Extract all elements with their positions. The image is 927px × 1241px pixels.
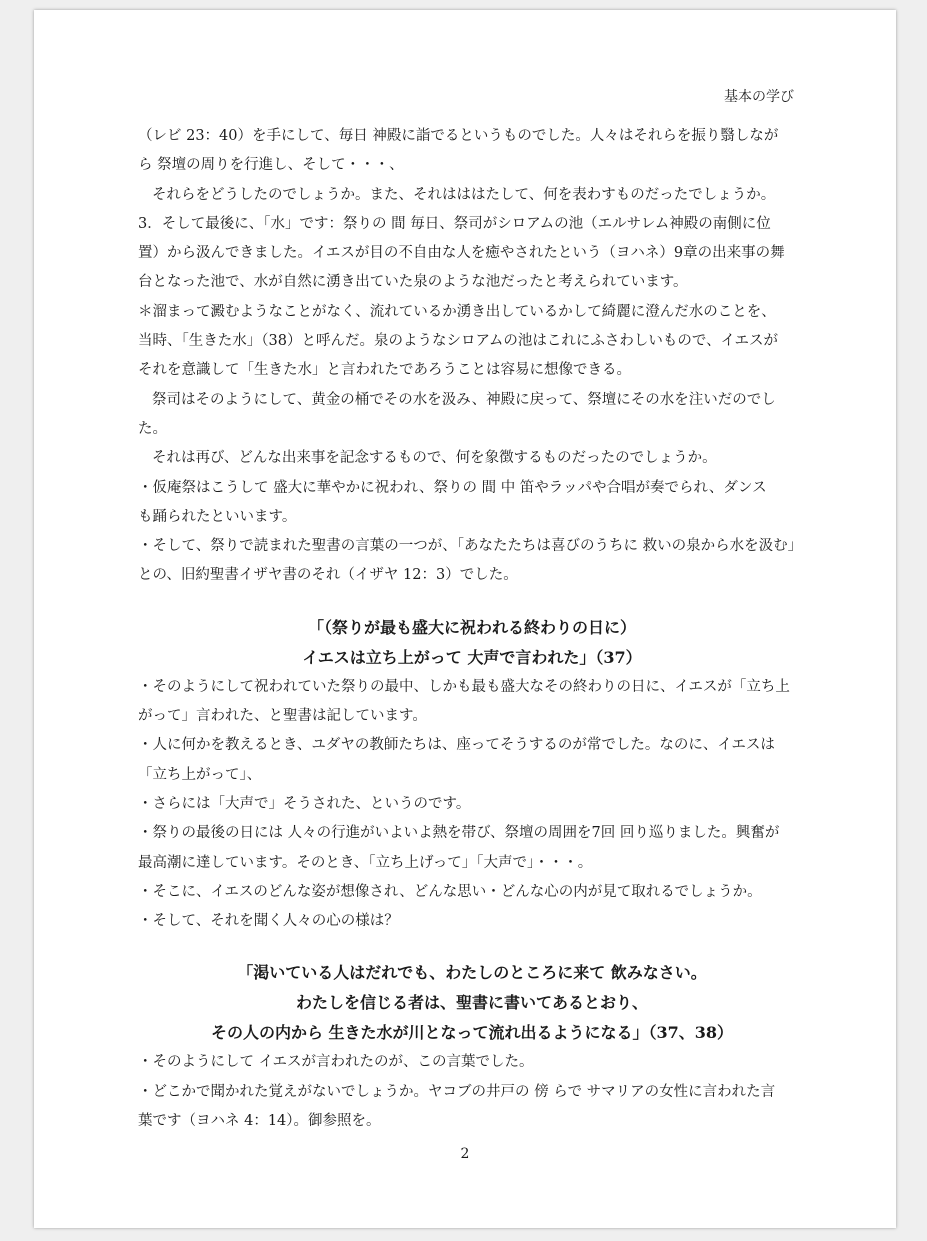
scripture-heading-line: 「渇いている人はだれでも、わたしのところに来て 飲みなさい。 bbox=[237, 963, 707, 983]
text-line: がって」言われた、と聖書は記しています。 bbox=[138, 708, 427, 725]
text-line: ・祭りの最後の日には 人々の行進がいよいよ熱を帯び、祭壇の周囲を7回 回り巡りました。興奮が bbox=[138, 825, 780, 842]
text-line: （レビ 23：40）を手にして、毎日 神殿に詣でるというものでした。人々はそれらを振り翳しなが bbox=[138, 128, 779, 144]
text-line: ・仮庵祭はこうして 盛大に華やかに祝われ、祭りの 間 中 笛やラッパや合唱が奏でられ、ダンス bbox=[138, 479, 767, 496]
text-line: との、旧約聖書イザヤ書のそれ（イザヤ 12：3）でした。 bbox=[138, 567, 518, 584]
text-line: ・どこかで聞かれた覚えがないでしょうか。ヤコブの井戸の 傍 らで サマリアの女性に言われた言 bbox=[138, 1083, 776, 1100]
section-heading-stood-up bbox=[138, 613, 806, 673]
text-line: 置）から汲んできました。イエスが目の不自由な人を癒やされたという（ヨハネ）9章の出来事の舞 bbox=[138, 245, 785, 262]
text-line: 当時、「生きた水」（38）と呼んだ。泉のようなシロアムの池はこれにふさわしいもので、イエスが bbox=[138, 333, 779, 350]
scripture-heading-line: 「（祭りが最も盛大に祝われる終わりの日に） bbox=[307, 617, 636, 637]
section-gap bbox=[138, 591, 806, 613]
page-number: 2 bbox=[460, 1146, 470, 1162]
text-line: 「立ち上がって」、 bbox=[138, 766, 262, 783]
text-line: た。 bbox=[138, 420, 167, 437]
text-line: ・そして、祭りで読まれた聖書の言葉の一つが、「あなたたちは喜びのうちに 救いの泉から水を汲む」 bbox=[138, 538, 803, 555]
text-line: ・そして、それを聞く人々の心の様は？ bbox=[138, 913, 399, 930]
text-line: ・そこに、イエスのどんな姿が想像され、どんな思い・どんな心の内が見て取れるでしょうか。 bbox=[138, 883, 762, 900]
text-line: ・そのようにして祝われていた祭りの最中、しかも最も盛大なその終わりの日に、イエスが「立ち上 bbox=[138, 678, 790, 695]
section-gap bbox=[138, 936, 806, 958]
section-loud-voice bbox=[138, 673, 806, 937]
text-line: 3．そして最後に、「水」です：祭りの 間 毎日、祭司がシロアムの池（エルサレム神殿の南側に位 bbox=[138, 215, 771, 232]
text-line: それを意識して「生きた水」と言われたであろうことは容易に想像できる。 bbox=[138, 362, 631, 379]
section-water-festival bbox=[138, 122, 806, 591]
scripture-heading-line: イエスは立ち上がって 大声で言われた」（37） bbox=[302, 647, 642, 667]
text-line: も踊られたといいます。 bbox=[138, 508, 297, 525]
text-line: 祭司はそのようにして、黄金の桶でその水を汲み、神殿に戻って、祭壇にその水を注いだのでし bbox=[152, 391, 776, 408]
document-page bbox=[34, 10, 896, 1228]
page-header: 基本の学び bbox=[724, 89, 794, 105]
text-line: 台となった池で、水が自然に湧き出ていた泉のような池だったと考えられています。 bbox=[138, 274, 688, 291]
scripture-heading-line: その人の内から 生きた水が川となって流れ出るようになる」（37、38） bbox=[210, 1023, 734, 1043]
text-line: ・人に何かを教えるとき、ユダヤの教師たちは、座ってそうするのが常でした。なのに、イエスは bbox=[138, 737, 775, 754]
text-line: ・さらには「大声で」そうされた、というのです。 bbox=[138, 795, 471, 812]
section-heading-living-water bbox=[138, 958, 806, 1048]
scripture-heading-line: わたしを信じる者は、聖書に書いてあるとおり、 bbox=[295, 993, 648, 1013]
text-line: それは再び、どんな出来事を記念するもので、何を象徴するものだったのでしょうか。 bbox=[152, 450, 717, 467]
text-line: それらをどうしたのでしょうか。また、それはははたして、何を表わすものだったでしょうか。 bbox=[152, 186, 776, 203]
text-line: 葉です（ヨハネ 4：14）。御参照を。 bbox=[138, 1113, 381, 1130]
document-body bbox=[138, 122, 806, 1136]
text-line: ・そのようにして イエスが言われたのが、この言葉でした。 bbox=[138, 1054, 534, 1071]
text-line: ら 祭壇の周りを行進し、そして・・・、 bbox=[138, 157, 404, 174]
text-line: 最高潮に達しています。そのとき、「立ち上げって」「大声で」・・・。 bbox=[138, 854, 593, 871]
text-line: ＊溜まって澱むようなことがなく、流れているか湧き出しているかして綺麗に澄んだ水のことを、 bbox=[138, 303, 776, 320]
section-samaritan bbox=[138, 1048, 806, 1136]
